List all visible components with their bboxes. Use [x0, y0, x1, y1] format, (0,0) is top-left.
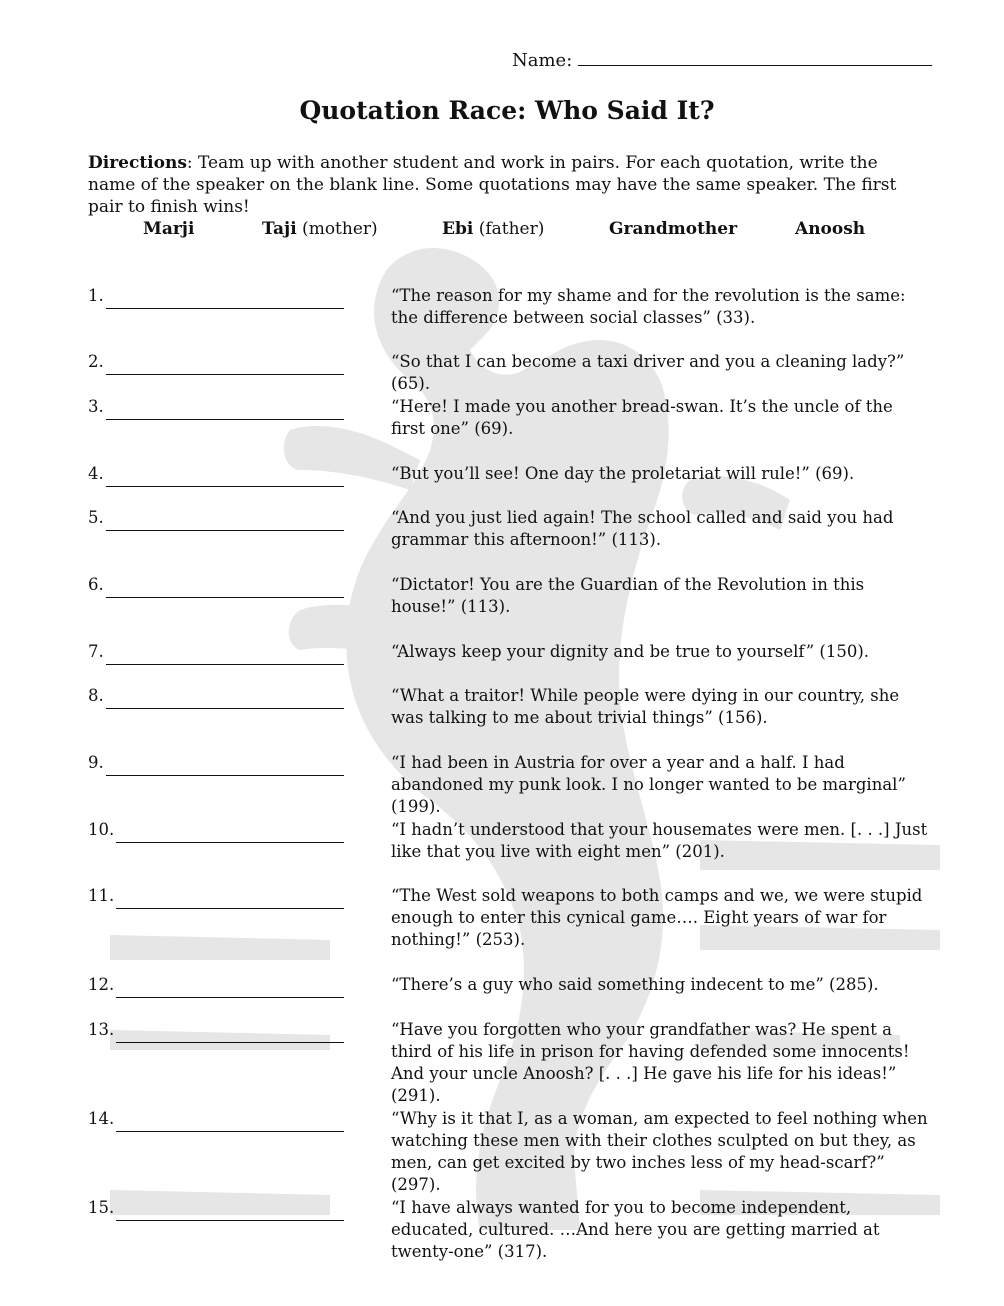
item-number: 6.: [88, 575, 104, 594]
item-number: 11.: [88, 886, 115, 905]
answer-field[interactable]: [88, 396, 344, 418]
answer-field[interactable]: [88, 351, 344, 373]
item-number: 12.: [88, 975, 115, 994]
item-number: 4.: [88, 464, 104, 483]
directions-label: Directions: [88, 153, 187, 173]
directions-paragraph: [88, 152, 918, 218]
quotation-text: “There’s a guy who said something indecent to me” (285).: [391, 975, 879, 994]
item-number: 10.: [88, 820, 115, 839]
answer-field[interactable]: [88, 285, 344, 307]
speaker-list: [0, 219, 1004, 243]
item-number: 3.: [88, 397, 104, 416]
speaker-marji: Marji: [143, 219, 195, 239]
answer-field[interactable]: [88, 507, 344, 529]
quotation-text: “Here! I made you another bread-swan. It’s the uncle of the first one” (69).: [391, 397, 893, 438]
answer-field[interactable]: [88, 685, 344, 707]
item-number: 2.: [88, 352, 104, 371]
name-label: Name:: [512, 50, 573, 71]
answer-field[interactable]: [88, 819, 344, 841]
quotation-text: “Why is it that I, as a woman, am expected to feel nothing when watching these men with their clothes sculpted on but they, as men, can get excited by two inches less of my head-scarf?” (297).: [391, 1109, 928, 1194]
answer-field[interactable]: [88, 641, 344, 663]
item-number: 5.: [88, 508, 104, 527]
quotation-text: “And you just lied again! The school called and said you had grammar this afternoon!” (113).: [391, 508, 894, 549]
quotation-text: “Always keep your dignity and be true to yourself” (150).: [391, 642, 870, 661]
item-number: 9.: [88, 753, 104, 772]
quotation-text: “So that I can become a taxi driver and you a cleaning lady?” (65).: [391, 352, 905, 393]
answer-field[interactable]: [88, 1108, 344, 1130]
item-number: 8.: [88, 686, 104, 705]
directions-text: : Team up with another student and work in pairs. For each quotation, write the name of the speaker on the blank line. Some quotations may have the same speaker. The first pair to finish wins!: [88, 153, 897, 217]
quotation-text: “I hadn’t understood that your housemates were men. [. . .] Just like that you live with eight men” (201).: [391, 820, 928, 861]
quotation-text: “The West sold weapons to both camps and we, we were stupid enough to enter this cynical game…. Eight years of war for nothing!” (253).: [391, 886, 923, 949]
quotation-text: “The reason for my shame and for the revolution is the same: the difference between social classes” (33).: [391, 286, 906, 327]
quotation-text: “Have you forgotten who your grandfather was? He spent a third of his life in prison for having defended some innocents! And your uncle Anoosh? [. . .] He gave his life for his ideas!” (291).: [391, 1020, 910, 1105]
speaker-grandmother: Grandmother: [609, 219, 738, 239]
name-blank-line[interactable]: [578, 47, 932, 66]
quotation-text: “I have always wanted for you to become independent, educated, cultured. …And here you are getting married at twenty-one” (317).: [391, 1198, 880, 1261]
answer-field[interactable]: [88, 1019, 344, 1041]
quotation-text: “What a traitor! While people were dying in our country, she was talking to me about trivial things” (156).: [391, 686, 900, 727]
answer-field[interactable]: [88, 574, 344, 596]
answer-field[interactable]: [88, 974, 344, 996]
answer-field[interactable]: [88, 1197, 344, 1219]
item-number: 7.: [88, 642, 104, 661]
speaker-ebi: Ebi (father): [442, 219, 545, 239]
name-field[interactable]: [512, 47, 932, 71]
answer-field[interactable]: [88, 752, 344, 774]
item-number: 15.: [88, 1198, 115, 1217]
speaker-anoosh: Anoosh: [795, 219, 866, 239]
quotation-text: “Dictator! You are the Guardian of the Revolution in this house!” (113).: [391, 575, 865, 616]
page-title: Quotation Race: Who Said It?: [299, 96, 715, 125]
answer-field[interactable]: [88, 463, 344, 485]
speaker-taji: Taji (mother): [262, 219, 378, 239]
item-number: 1.: [88, 286, 104, 305]
item-number: 14.: [88, 1109, 115, 1128]
quotation-text: “But you’ll see! One day the proletariat will rule!” (69).: [391, 464, 855, 483]
item-number: 13.: [88, 1020, 115, 1039]
quotation-text: “I had been in Austria for over a year and a half. I had abandoned my punk look. I no longer wanted to be marginal” (199).: [391, 753, 906, 816]
answer-field[interactable]: [88, 885, 344, 907]
